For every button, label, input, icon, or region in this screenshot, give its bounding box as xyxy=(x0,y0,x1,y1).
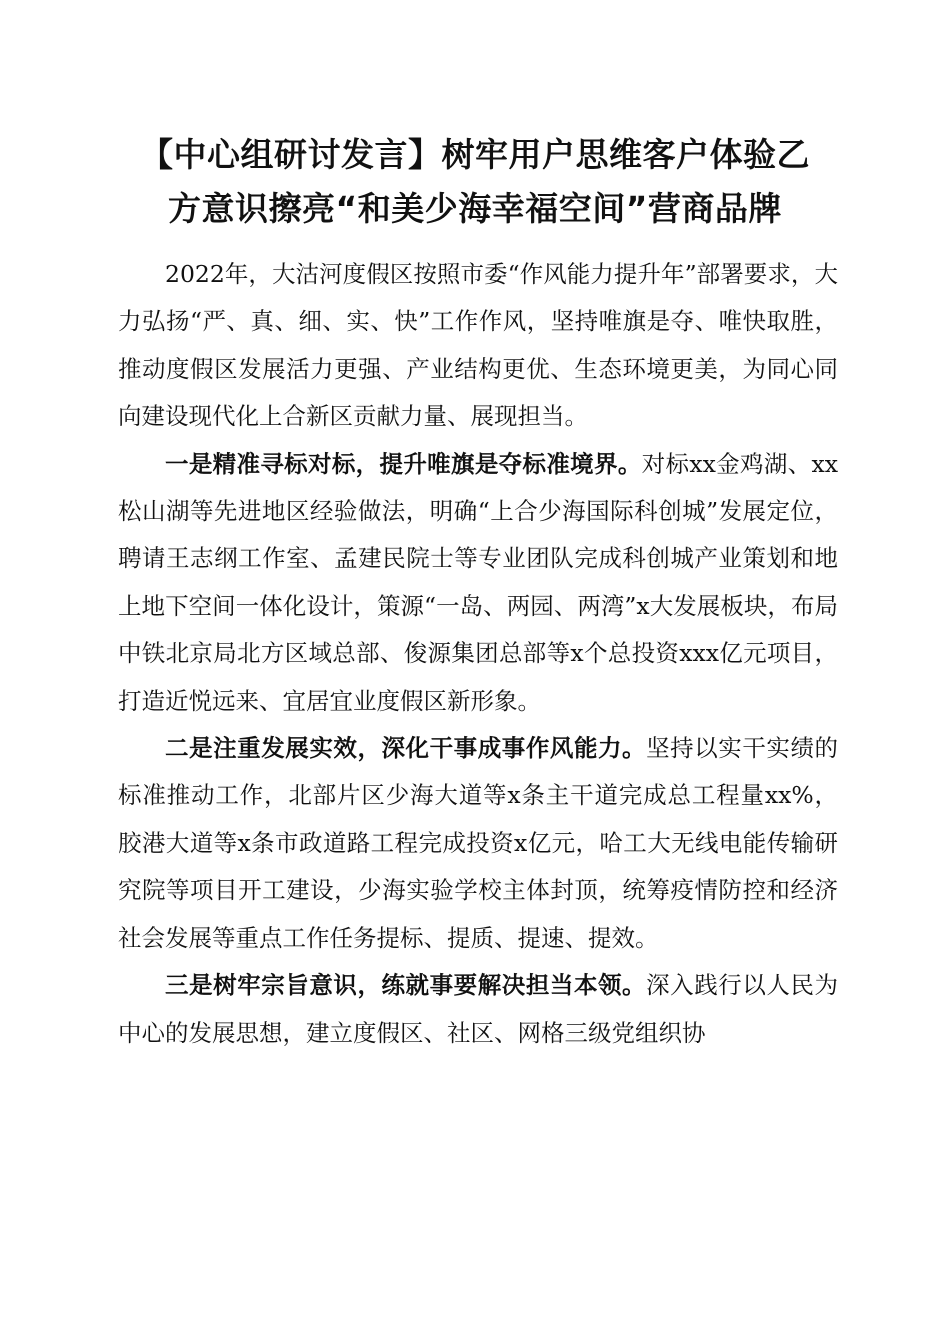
title-line-2: 方意识擦亮“和美少海幸福空间”营商品牌 xyxy=(168,189,782,228)
paragraph-point-1 xyxy=(118,441,838,725)
document-title xyxy=(110,128,840,236)
paragraph-point-2 xyxy=(118,725,838,962)
paragraph-text: 2022年，大沽河度假区按照市委“作风能力提升年”部署要求，大力弘扬“严、真、细、实、快”工作作风，坚持唯旗是夺、唯快取胜，推动度假区发展活力更强、产业结构更优、生态环境更美，为同心同向建设现代化上合新区贡献力量、展现担当。 xyxy=(118,260,838,431)
paragraph-text: 对标xx金鸡湖、xx松山湖等先进地区经验做法，明确“上合少海国际科创城”发展定位，聘请王志纲工作室、孟建民院士等专业团队完成科创城产业策划和地上地下空间一体化设计，策源“一岛、两园、两湾”x大发展板块，布局中铁北京局北方区域总部、俊源集团总部等x个总投资xxx亿元项目，打造近悦远来、宜居宜业度假区新形象。 xyxy=(118,449,838,715)
paragraph-lead: 一是精准寻标对标，提升唯旗是夺标准境界。 xyxy=(165,449,642,478)
document-body xyxy=(118,251,838,1057)
paragraph-lead: 三是树牢宗旨意识，练就事要解决担当本领。 xyxy=(165,971,647,1000)
paragraph-lead: 二是注重发展实效，深化干事成事作风能力。 xyxy=(165,734,647,763)
paragraph-point-3 xyxy=(118,962,838,1057)
paragraph-intro xyxy=(118,251,838,441)
title-line-1: 【中心组研讨发言】树牢用户思维客户体验乙 xyxy=(140,135,810,174)
paragraph-text: 坚持以实干实绩的标准推动工作，北部片区少海大道等x条主干道完成总工程量xx%，胶港大道等x条市政道路工程完成投资x亿元，哈工大无线电能传输研究院等项目开工建设，少海实验学校主体封顶，统筹疫情防控和经济社会发展等重点工作任务提标、提质、提速、提效。 xyxy=(118,734,839,952)
paragraph-text: 深入践行以人民为中心的发展思想，建立度假区、社区、网格三级党组织协 xyxy=(118,971,839,1047)
